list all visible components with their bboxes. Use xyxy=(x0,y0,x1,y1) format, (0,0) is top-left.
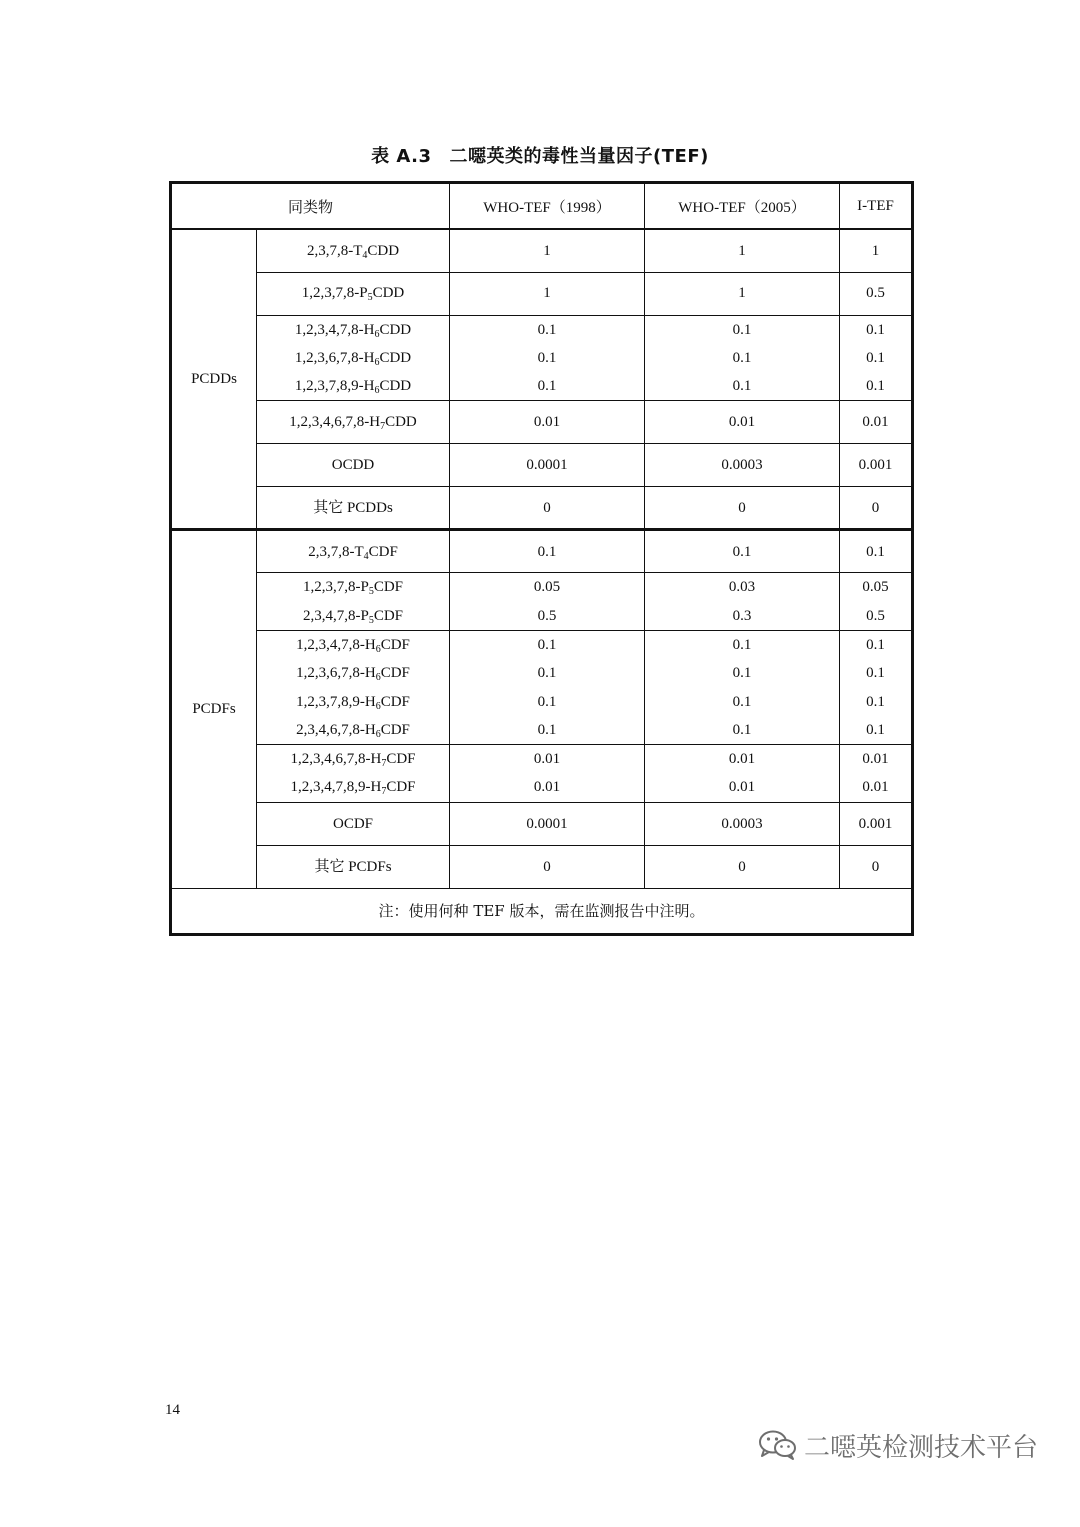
congener-suffix: CDF xyxy=(386,779,416,796)
tef-value: 0.1 xyxy=(537,349,557,366)
table-row xyxy=(171,401,913,444)
tef-cell-who1998 xyxy=(450,745,645,803)
congener-cell xyxy=(257,530,450,573)
congener-prefix: 1,2,3,4,6,7,8-H xyxy=(290,751,382,768)
tef-cell-who2005 xyxy=(645,444,840,487)
tef-value: 1 xyxy=(738,242,746,259)
congener-cell xyxy=(257,745,450,803)
tef-cell-who2005 xyxy=(645,401,840,444)
congener-name xyxy=(257,538,449,566)
tef-cell-who1998 xyxy=(450,630,645,744)
table-row xyxy=(171,315,913,401)
table-row xyxy=(171,272,913,315)
tef-cell-who1998 xyxy=(450,229,645,272)
tef-cell-itef xyxy=(840,802,913,845)
tef-value: 0.1 xyxy=(732,349,752,366)
congener-prefix: 2,3,4,6,7,8-H xyxy=(296,721,376,738)
tef-value: 0.1 xyxy=(537,665,557,682)
tef-cell-who1998 xyxy=(450,401,645,444)
tef-cell-who2005 xyxy=(645,573,840,631)
tef-value: 0.01 xyxy=(533,414,561,431)
tef-cell-who1998 xyxy=(450,487,645,530)
congener-prefix: 其它 PCDFs xyxy=(314,858,392,875)
congener-suffix: CDF xyxy=(380,665,410,682)
congener-suffix: CDD xyxy=(367,242,400,259)
tef-value: 0.1 xyxy=(537,543,557,560)
congener-suffix: CDF xyxy=(380,721,410,738)
tef-cell-itef xyxy=(840,315,913,401)
congener-name xyxy=(257,408,449,436)
tef-value: 0.1 xyxy=(537,321,557,338)
congener-subscript: 7 xyxy=(380,421,386,433)
header-row xyxy=(171,183,913,230)
table-body xyxy=(171,229,913,888)
tef-cell-who2005 xyxy=(645,630,840,744)
tef-value: 0.05 xyxy=(862,579,889,596)
table-row xyxy=(171,630,913,744)
congener-subscript: 4 xyxy=(363,550,369,562)
congener-cell xyxy=(257,315,450,401)
tef-cell-itef xyxy=(840,630,913,744)
congener-subscript: 6 xyxy=(375,672,381,684)
group-label: PCDFs xyxy=(171,530,257,888)
tef-value: 0.01 xyxy=(728,414,756,431)
tef-value: 1 xyxy=(543,242,551,259)
tef-value: 1 xyxy=(738,285,746,302)
tef-value: 0.1 xyxy=(732,321,752,338)
table-row xyxy=(171,530,913,573)
tef-cell-itef xyxy=(840,401,913,444)
tef-value: 0.1 xyxy=(866,543,885,560)
tef-value: 0.1 xyxy=(537,636,557,653)
tef-value: 0.01 xyxy=(862,779,889,796)
congener-prefix: OCDF xyxy=(333,815,374,832)
congener-cell xyxy=(257,802,450,845)
tef-value: 0 xyxy=(543,499,551,516)
table-note: 注：使用何种 TEF 版本，需在监测报告中注明。 xyxy=(171,888,913,934)
tef-value: 0.1 xyxy=(866,665,885,682)
congener-name xyxy=(257,372,449,400)
tef-value: 0.1 xyxy=(866,636,885,653)
congener-name xyxy=(257,853,449,881)
tef-value: 1 xyxy=(871,242,880,259)
congener-subscript: 6 xyxy=(374,385,380,397)
tef-value: 0.1 xyxy=(732,665,752,682)
tef-value: 0 xyxy=(738,858,746,875)
congener-prefix: 1,2,3,7,8,9-H xyxy=(296,693,376,710)
congener-suffix: CDF xyxy=(373,607,404,624)
tef-value: 0.1 xyxy=(537,378,557,395)
tef-value: 0.001 xyxy=(858,815,893,832)
congener-suffix: CDF xyxy=(373,579,404,596)
header-who-1998: WHO-TEF（1998） xyxy=(450,183,645,230)
congener-name xyxy=(257,688,449,716)
watermark xyxy=(758,1425,1038,1465)
tef-value: 0 xyxy=(871,499,880,516)
watermark-text: 二噁英检测技术平台 xyxy=(804,1432,1039,1463)
table-row xyxy=(171,745,913,803)
tef-value: 0.1 xyxy=(732,693,752,710)
table-row xyxy=(171,487,913,530)
congener-suffix: CDF xyxy=(368,543,398,560)
tef-cell-itef xyxy=(840,573,913,631)
tef-value: 0.5 xyxy=(866,285,885,302)
congener-suffix: CDF xyxy=(380,693,410,710)
congener-subscript: 6 xyxy=(374,356,380,368)
congener-subscript: 4 xyxy=(362,249,368,261)
congener-prefix: 1,2,3,4,7,8-H xyxy=(294,321,375,338)
congener-name xyxy=(257,494,449,522)
tef-value: 0.1 xyxy=(537,693,557,710)
tef-cell-who2005 xyxy=(645,745,840,803)
tef-value: 0.001 xyxy=(858,457,893,474)
congener-cell xyxy=(257,444,450,487)
tef-cell-itef xyxy=(840,229,913,272)
congener-name xyxy=(257,716,449,744)
tef-value: 0.5 xyxy=(866,607,885,624)
tef-cell-who1998 xyxy=(450,573,645,631)
congener-prefix: 1,2,3,4,7,8,9-H xyxy=(290,779,382,796)
congener-name xyxy=(257,773,449,801)
congener-suffix: CDD xyxy=(379,321,412,338)
congener-subscript: 6 xyxy=(375,728,381,740)
congener-name xyxy=(257,810,449,838)
table-row xyxy=(171,444,913,487)
tef-cell-itef xyxy=(840,845,913,888)
congener-suffix: CDD xyxy=(379,378,412,395)
congener-prefix: 2,3,7,8-T xyxy=(306,242,363,259)
tef-cell-itef xyxy=(840,272,913,315)
tef-value: 0.0001 xyxy=(526,457,568,474)
tef-cell-who2005 xyxy=(645,315,840,401)
wechat-icon xyxy=(758,1429,798,1461)
tef-cell-who2005 xyxy=(645,229,840,272)
congener-prefix: 1,2,3,7,8,9-H xyxy=(294,378,375,395)
congener-name xyxy=(257,602,449,630)
congener-name xyxy=(257,237,449,265)
caption-number: 表 A.3 xyxy=(371,146,432,167)
congener-subscript: 7 xyxy=(381,786,387,798)
tef-value: 0.01 xyxy=(728,751,756,768)
caption-title: 二噁英类的毒性当量因子(TEF) xyxy=(449,146,709,167)
tef-value: 0.5 xyxy=(537,607,557,624)
congener-suffix: CDD xyxy=(372,285,405,302)
tef-value: 0.05 xyxy=(533,579,561,596)
congener-cell xyxy=(257,401,450,444)
tef-cell-who1998 xyxy=(450,530,645,573)
congener-prefix: 1,2,3,7,8-P xyxy=(301,285,368,302)
congener-cell xyxy=(257,573,450,631)
tef-cell-who2005 xyxy=(645,802,840,845)
congener-name xyxy=(257,279,449,307)
tef-cell-itef xyxy=(840,444,913,487)
congener-subscript: 6 xyxy=(374,328,380,340)
congener-name xyxy=(257,344,449,372)
tef-value: 0.1 xyxy=(866,349,885,366)
tef-value: 0.1 xyxy=(537,721,557,738)
tef-value: 0 xyxy=(871,858,880,875)
congener-subscript: 5 xyxy=(368,586,374,598)
tef-cell-who1998 xyxy=(450,272,645,315)
tef-value: 0.01 xyxy=(533,751,561,768)
congener-prefix: 1,2,3,6,7,8-H xyxy=(294,349,375,366)
table-row xyxy=(171,229,913,272)
tef-value: 0.1 xyxy=(732,636,752,653)
tef-value: 0.01 xyxy=(862,414,889,431)
tef-value: 0.0001 xyxy=(526,815,568,832)
tef-value: 0.01 xyxy=(862,751,889,768)
congener-cell xyxy=(257,487,450,530)
congener-subscript: 6 xyxy=(375,700,381,712)
tef-value: 0.01 xyxy=(533,779,561,796)
tef-value: 0.1 xyxy=(866,321,885,338)
congener-subscript: 6 xyxy=(375,643,381,655)
header-congener: 同类物 xyxy=(171,183,450,230)
tef-cell-itef xyxy=(840,530,913,573)
tef-table xyxy=(169,181,914,936)
tef-cell-who1998 xyxy=(450,444,645,487)
group-label: PCDDs xyxy=(171,229,257,530)
tef-value: 0 xyxy=(543,858,551,875)
table-row xyxy=(171,573,913,631)
tef-value: 0.03 xyxy=(728,579,756,596)
page-number: 14 xyxy=(165,1402,180,1418)
tef-value: 0.1 xyxy=(866,721,885,738)
congener-suffix: CDD xyxy=(385,414,417,431)
congener-subscript: 7 xyxy=(381,758,387,770)
tef-value: 0.01 xyxy=(728,779,756,796)
tef-cell-who1998 xyxy=(450,845,645,888)
congener-suffix: CDD xyxy=(379,349,412,366)
tef-value: 0.1 xyxy=(866,693,885,710)
tef-value: 0.1 xyxy=(732,721,752,738)
congener-prefix: 1,2,3,4,6,7,8-H xyxy=(289,414,381,431)
tef-value: 0.1 xyxy=(732,543,752,560)
congener-suffix: CDF xyxy=(386,751,416,768)
tef-value: 0.0003 xyxy=(721,457,763,474)
tef-cell-who1998 xyxy=(450,802,645,845)
congener-cell xyxy=(257,229,450,272)
table-row xyxy=(171,845,913,888)
table-row xyxy=(171,802,913,845)
congener-subscript: 5 xyxy=(367,292,373,304)
congener-name xyxy=(257,745,449,773)
congener-prefix: 2,3,4,7,8-P xyxy=(302,607,369,624)
tef-cell-who1998 xyxy=(450,315,645,401)
tef-cell-who2005 xyxy=(645,530,840,573)
congener-prefix: 其它 PCDDs xyxy=(313,499,393,516)
congener-cell xyxy=(257,630,450,744)
tef-value: 0.1 xyxy=(732,378,752,395)
congener-suffix: CDF xyxy=(380,636,410,653)
table-caption xyxy=(0,142,1080,168)
congener-name xyxy=(257,631,449,659)
congener-prefix: 1,2,3,4,7,8-H xyxy=(296,636,376,653)
tef-cell-who2005 xyxy=(645,487,840,530)
congener-name xyxy=(257,316,449,344)
tef-value: 0.1 xyxy=(866,378,885,395)
congener-cell xyxy=(257,272,450,315)
note-row xyxy=(171,888,913,934)
tef-value: 1 xyxy=(543,285,551,302)
tef-cell-itef xyxy=(840,745,913,803)
congener-subscript: 5 xyxy=(368,614,374,626)
congener-prefix: 2,3,7,8-T xyxy=(308,543,364,560)
tef-value: 0.0003 xyxy=(721,815,763,832)
congener-cell xyxy=(257,845,450,888)
congener-prefix: OCDD xyxy=(331,457,375,474)
congener-name xyxy=(257,659,449,687)
tef-value: 0 xyxy=(738,499,746,516)
header-i-tef: I-TEF xyxy=(840,183,913,230)
header-who-2005: WHO-TEF（2005） xyxy=(645,183,840,230)
tef-cell-who2005 xyxy=(645,272,840,315)
congener-name xyxy=(257,573,449,601)
congener-prefix: 1,2,3,6,7,8-H xyxy=(296,665,376,682)
tef-cell-who2005 xyxy=(645,845,840,888)
congener-prefix: 1,2,3,7,8-P xyxy=(302,579,369,596)
tef-value: 0.3 xyxy=(732,607,752,624)
congener-name xyxy=(257,451,449,479)
tef-cell-itef xyxy=(840,487,913,530)
